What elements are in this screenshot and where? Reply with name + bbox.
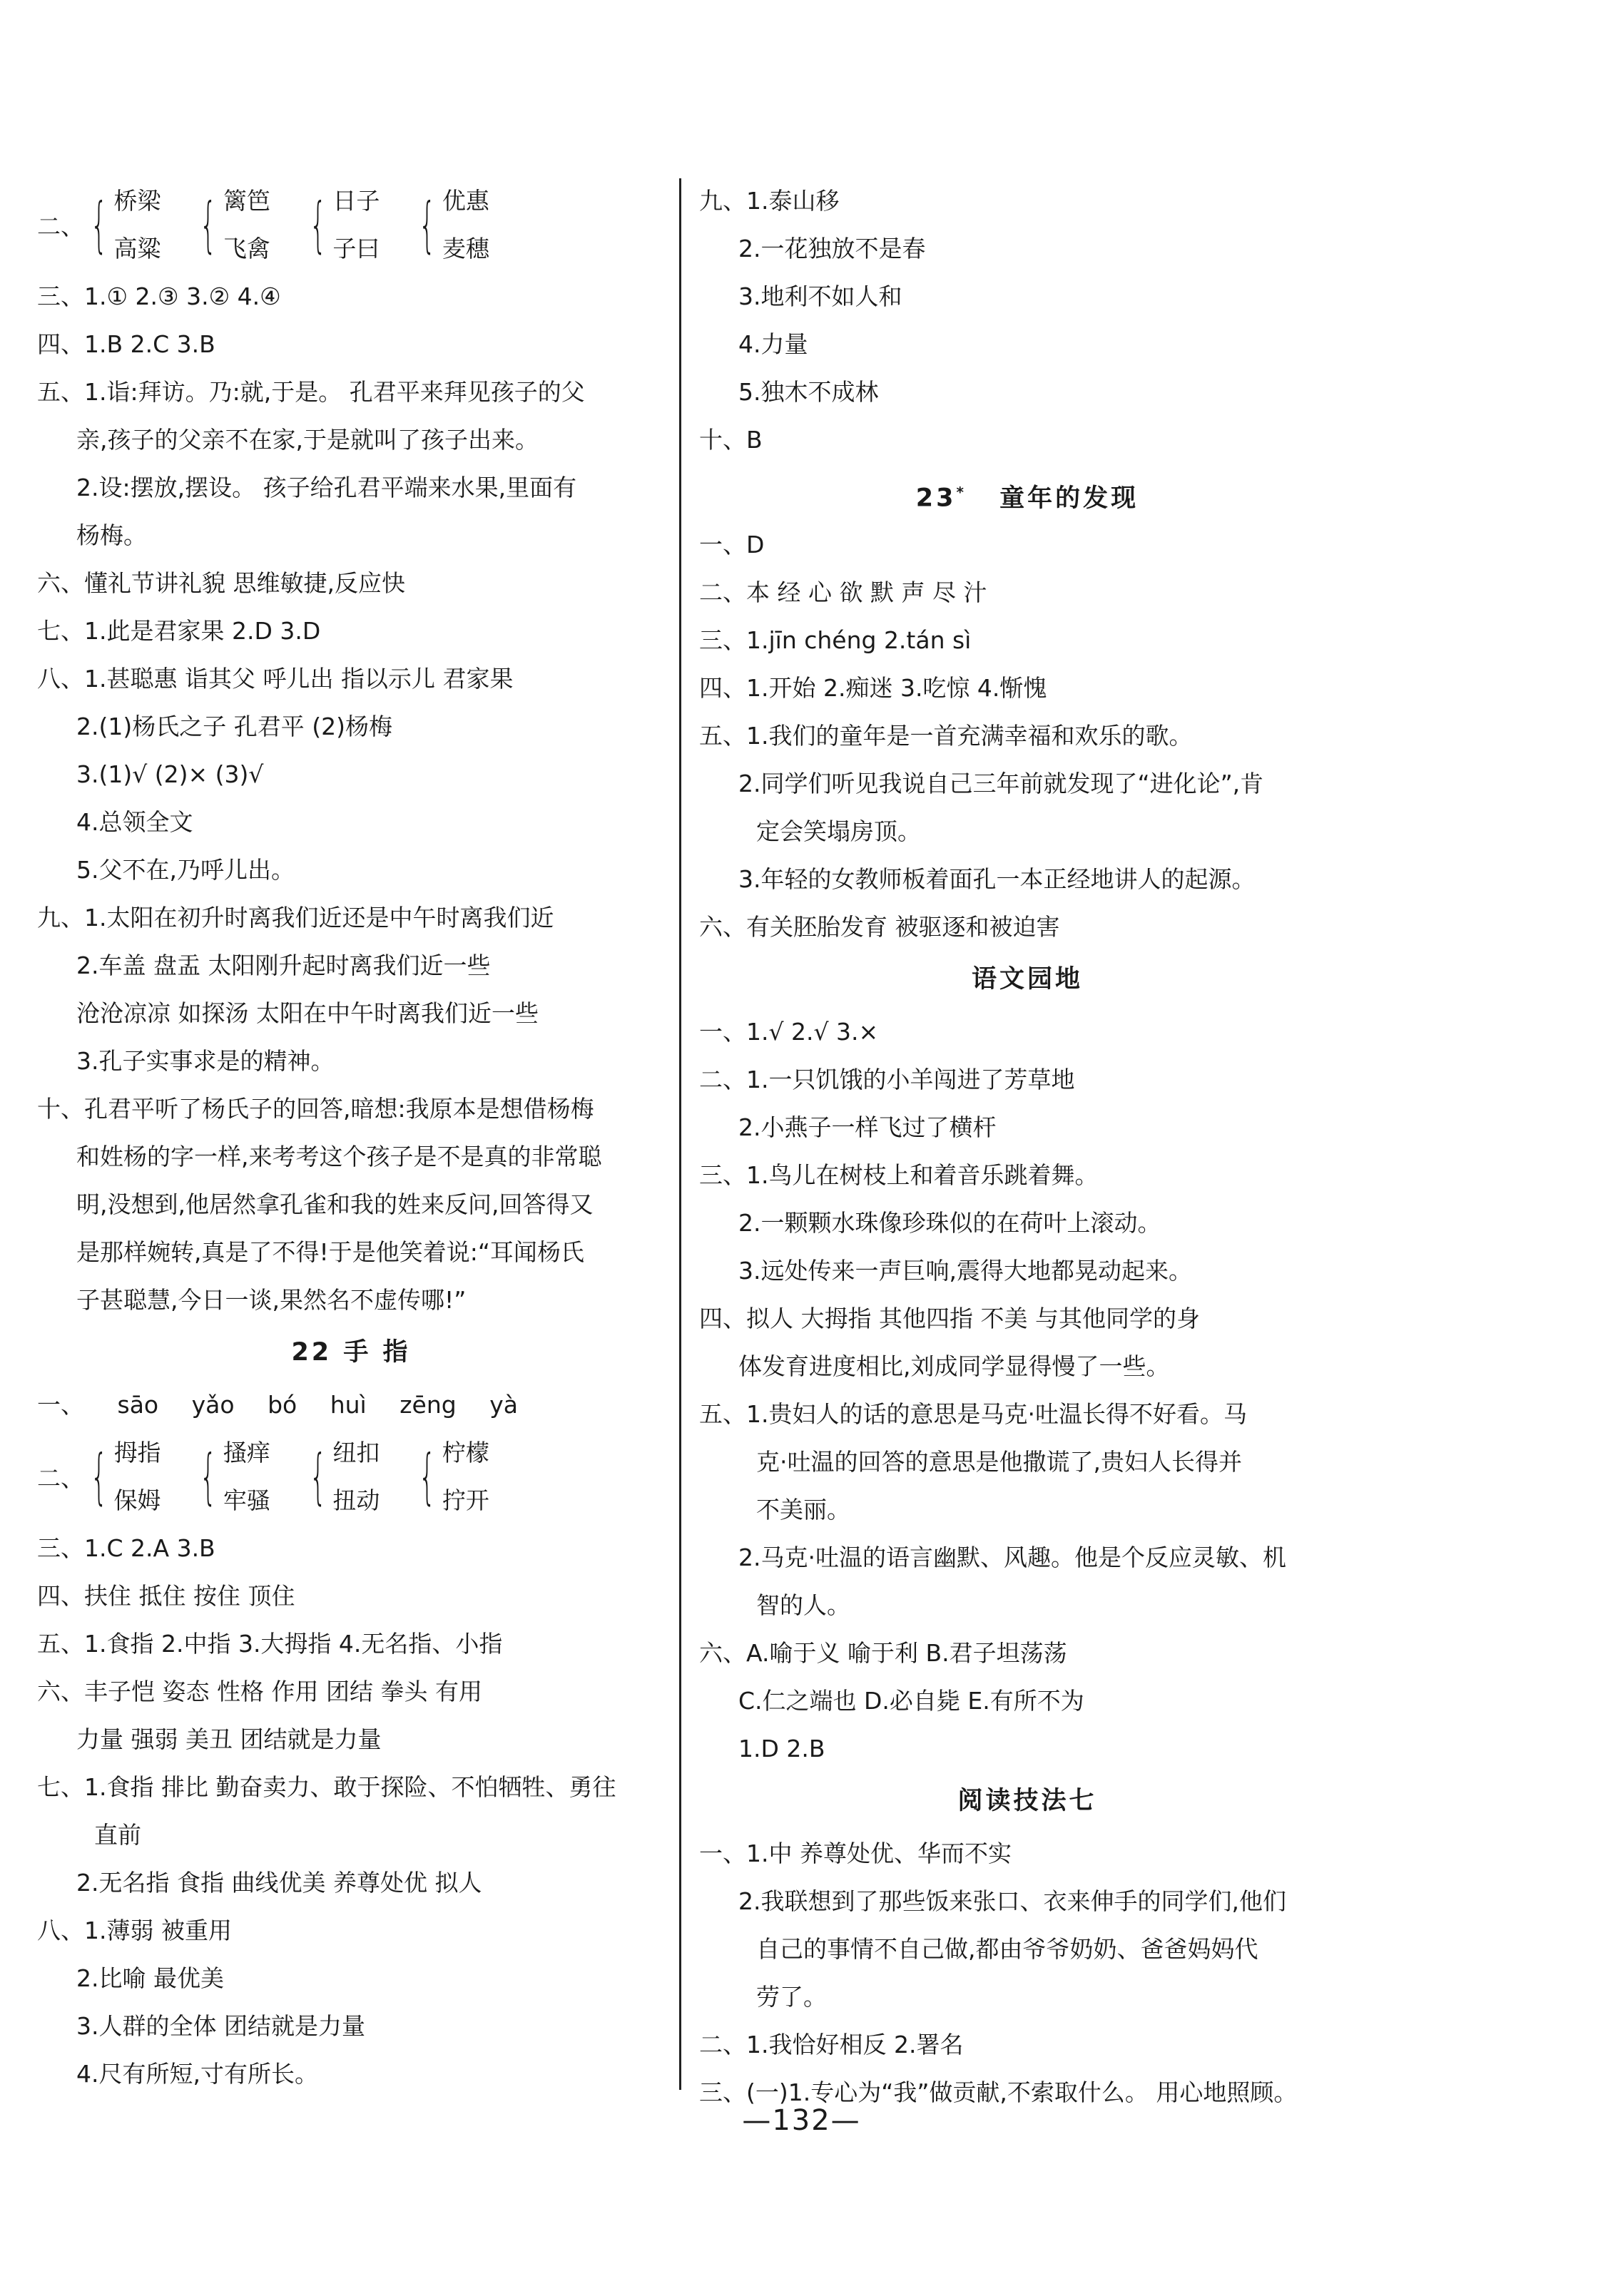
word: 拧开 — [442, 1486, 489, 1514]
answer-line: 三、1.鸟儿在树枝上和着音乐跳着舞。 — [699, 1161, 1099, 1189]
answer-line: 2.无名指 食指 曲线优美 养尊处优 拟人 — [76, 1869, 482, 1897]
answer-line: 三、1.C 2.A 3.B — [37, 1534, 215, 1562]
answer-line: 2.同学们听见我说自己三年前就发现了“进化论”,肯 — [738, 770, 1264, 797]
pinyin-item: yà — [489, 1391, 518, 1419]
answer-line: 智的人。 — [756, 1591, 850, 1619]
answer-line: 二、1.一只饥饿的小羊闯进了芳草地 — [699, 1066, 1075, 1093]
word: 优惠 — [442, 187, 489, 215]
section-heading: 语文园地 — [971, 965, 1083, 994]
answer-line: 5.父不在,乃呼儿出。 — [76, 856, 295, 884]
answer-line: 五、1.食指 2.中指 3.大拇指 4.无名指、小指 — [37, 1630, 503, 1658]
answer-line: 六、A.喻于义 喻于利 B.君子坦荡荡 — [699, 1639, 1067, 1667]
word-pair-group: { 桥梁 高粱 — [80, 177, 161, 272]
pinyin-item: huì — [330, 1391, 367, 1419]
word-pair-group: { 搔痒 牢骚 — [189, 1429, 270, 1524]
answer-line: 5.独木不成林 — [738, 378, 879, 406]
answer-line: 六、有关胚胎发育 被驱逐和被迫害 — [699, 913, 1060, 941]
answer-line: 劳了。 — [756, 1983, 827, 2011]
answer-line: 亲,孩子的父亲不在家,于是就叫了孩子出来。 — [76, 426, 539, 454]
word-pair-group: { 优惠 麦穗 — [408, 177, 489, 272]
answer-line: 2.一颗颗水珠像珍珠似的在荷叶上滚动。 — [738, 1209, 1161, 1237]
answer-line: 4.总领全文 — [76, 808, 193, 836]
left-column — [37, 177, 665, 2098]
answer-line: 杨梅。 — [76, 521, 147, 549]
lesson-number: 23 — [915, 484, 957, 513]
answer-line: 四、拟人 大拇指 其他四指 不美 与其他同学的身 — [699, 1305, 1200, 1332]
section-heading: 22 手 指 — [291, 1338, 411, 1367]
answer-line: 六、懂礼节讲礼貌 思维敏捷,反应快 — [37, 569, 405, 597]
answer-line: 2.比喻 最优美 — [76, 1964, 224, 1992]
answer-line: 体发育进度相比,刘成同学显得慢了一些。 — [738, 1352, 1170, 1380]
star-mark: * — [956, 484, 967, 501]
answer-line: 一、1.中 养尊处优、华而不实 — [699, 1840, 1012, 1867]
word-pair-group: { 篱笆 飞禽 — [189, 177, 270, 272]
word-pair-group: { 拇指 保姆 — [80, 1429, 161, 1524]
word-pair-group: { 柠檬 拧开 — [408, 1429, 489, 1524]
answer-line: 2.(1)杨氏之子 孔君平 (2)杨梅 — [76, 713, 392, 740]
answer-line: 四、扶住 抵住 按住 顶住 — [37, 1582, 295, 1610]
answer-line: 克·吐温的回答的意思是他撒谎了,贵妇人长得并 — [756, 1448, 1242, 1476]
answer-line: C.仁之端也 D.必自毙 E.有所不为 — [738, 1687, 1084, 1715]
word: 扭动 — [332, 1486, 380, 1514]
answer-line: 2.马克·吐温的语言幽默、风趣。他是个反应灵敏、机 — [738, 1544, 1286, 1571]
pinyin-item: sāo — [117, 1391, 159, 1419]
question-label: 二、 — [37, 1464, 84, 1492]
answer-line: 自己的事情不自己做,都由爷爷奶奶、爸爸妈妈代 — [756, 1935, 1258, 1963]
answer-line: 七、1.此是君家果 2.D 3.D — [37, 617, 321, 645]
answer-line: 明,没想到,他居然拿孔雀和我的姓来反问,回答得又 — [76, 1190, 594, 1218]
brace-question — [37, 177, 665, 272]
answer-line: 直前 — [94, 1821, 141, 1849]
word: 篱笆 — [223, 187, 270, 215]
question-label: 二、 — [37, 212, 84, 240]
answer-line: 十、B — [699, 426, 763, 454]
word: 拇指 — [113, 1439, 161, 1466]
answer-line: 不美丽。 — [756, 1496, 850, 1524]
pinyin-line — [37, 1381, 665, 1429]
page-number: —132— — [742, 2104, 861, 2137]
word: 日子 — [332, 187, 380, 215]
answer-line: 2.一花独放不是春 — [738, 235, 926, 262]
answer-line: 二、1.我恰好相反 2.署名 — [699, 2031, 964, 2058]
section-heading: 阅读技法七 — [957, 1787, 1097, 1815]
answer-line: 十、孔君平听了杨氏子的回答,暗想:我原本是想借杨梅 — [37, 1095, 594, 1123]
answer-line: 3.(1)√ (2)× (3)√ — [76, 760, 264, 788]
word: 搔痒 — [223, 1439, 270, 1466]
answer-line: 二、本 经 心 欲 默 声 尽 汁 — [699, 578, 987, 606]
answer-line: 2.我联想到了那些饭来张口、衣来伸手的同学们,他们 — [738, 1887, 1286, 1915]
answer-line: 4.力量 — [738, 330, 808, 358]
word: 纽扣 — [332, 1439, 380, 1466]
answer-line: 2.小燕子一样飞过了横杆 — [738, 1113, 997, 1141]
answer-line: 八、1.甚聪惠 诣其父 呼儿出 指以示儿 君家果 — [37, 665, 514, 693]
word: 柠檬 — [442, 1439, 489, 1466]
pinyin-item: zēng — [400, 1391, 457, 1419]
word: 子曰 — [332, 235, 380, 262]
answer-line: 三、1.jīn chéng 2.tán sì — [699, 626, 972, 654]
lesson-title: 童年的发现 — [999, 484, 1139, 513]
answer-line: 三、(一)1.专心为“我”做贡献,不索取什么。 用心地照顾。 — [699, 2078, 1298, 2106]
answer-line: 子甚聪慧,今日一谈,果然名不虚传哪!” — [76, 1286, 467, 1314]
word: 飞禽 — [223, 235, 270, 262]
word-pair-group: { 日子 子曰 — [299, 177, 380, 272]
answer-line: 3.年轻的女教师板着面孔一本正经地讲人的起源。 — [738, 865, 1256, 893]
answer-line: 四、1.B 2.C 3.B — [37, 330, 215, 358]
answer-line: 四、1.开始 2.痴迷 3.吃惊 4.惭愧 — [699, 674, 1047, 702]
word: 麦穗 — [442, 235, 489, 262]
right-column — [699, 177, 1355, 2116]
column-divider — [679, 178, 681, 2090]
answer-line: 4.尺有所短,寸有所长。 — [76, 2060, 318, 2088]
pinyin-item: bó — [268, 1391, 297, 1419]
answer-line: 沧沧凉凉 如探汤 太阳在中午时离我们近一些 — [76, 999, 539, 1027]
question-label: 一、 — [37, 1391, 84, 1419]
section-heading — [699, 464, 1355, 521]
word: 牢骚 — [223, 1486, 270, 1514]
word: 桥梁 — [113, 187, 161, 215]
answer-line: 八、1.薄弱 被重用 — [37, 1917, 232, 1944]
brace-question — [37, 1429, 665, 1524]
answer-line: 力量 强弱 美丑 团结就是力量 — [76, 1725, 382, 1753]
word-pair-group: { 纽扣 扭动 — [299, 1429, 380, 1524]
answer-line: 和姓杨的字一样,来考考这个孩子是不是真的非常聪 — [76, 1143, 602, 1170]
answer-line: 1.D 2.B — [738, 1735, 825, 1762]
answer-line: 3.地利不如人和 — [738, 282, 902, 310]
answer-line: 3.孔子实事求是的精神。 — [76, 1047, 335, 1075]
answer-line: 九、1.太阳在初升时离我们近还是中午时离我们近 — [37, 904, 554, 932]
answer-line: 一、D — [699, 531, 765, 558]
answer-line: 3.远处传来一声巨响,震得大地都晃动起来。 — [738, 1257, 1192, 1285]
answer-line: 3.人群的全体 团结就是力量 — [76, 2012, 365, 2040]
answer-line: 2.设:摆放,摆设。 孩子给孔君平端来水果,里面有 — [76, 474, 577, 501]
word: 高粱 — [113, 235, 161, 262]
answer-line: 七、1.食指 排比 勤奋卖力、敢于探险、不怕牺牲、勇往 — [37, 1773, 616, 1801]
answer-line: 五、1.诣:拜访。乃:就,于是。 孔君平来拜见孩子的父 — [37, 378, 585, 406]
word: 保姆 — [113, 1486, 161, 1514]
answer-line: 五、1.我们的童年是一首充满幸福和欢乐的歌。 — [699, 722, 1193, 750]
pinyin-item: yǎo — [191, 1391, 235, 1419]
answer-line: 九、1.泰山移 — [699, 187, 840, 215]
answer-line: 六、丰子恺 姿态 性格 作用 团结 拳头 有用 — [37, 1678, 482, 1705]
answer-line: 定会笑塌房顶。 — [756, 817, 921, 845]
answer-line: 三、1.① 2.③ 3.② 4.④ — [37, 282, 281, 310]
answer-line: 五、1.贵妇人的话的意思是马克·吐温长得不好看。马 — [699, 1400, 1247, 1428]
answer-line: 是那样婉转,真是了不得!于是他笑着说:“耳闻杨氏 — [76, 1238, 584, 1266]
answer-line: 一、1.√ 2.√ 3.× — [699, 1018, 879, 1046]
answer-line: 2.车盖 盘盂 太阳刚升起时离我们近一些 — [76, 951, 491, 979]
